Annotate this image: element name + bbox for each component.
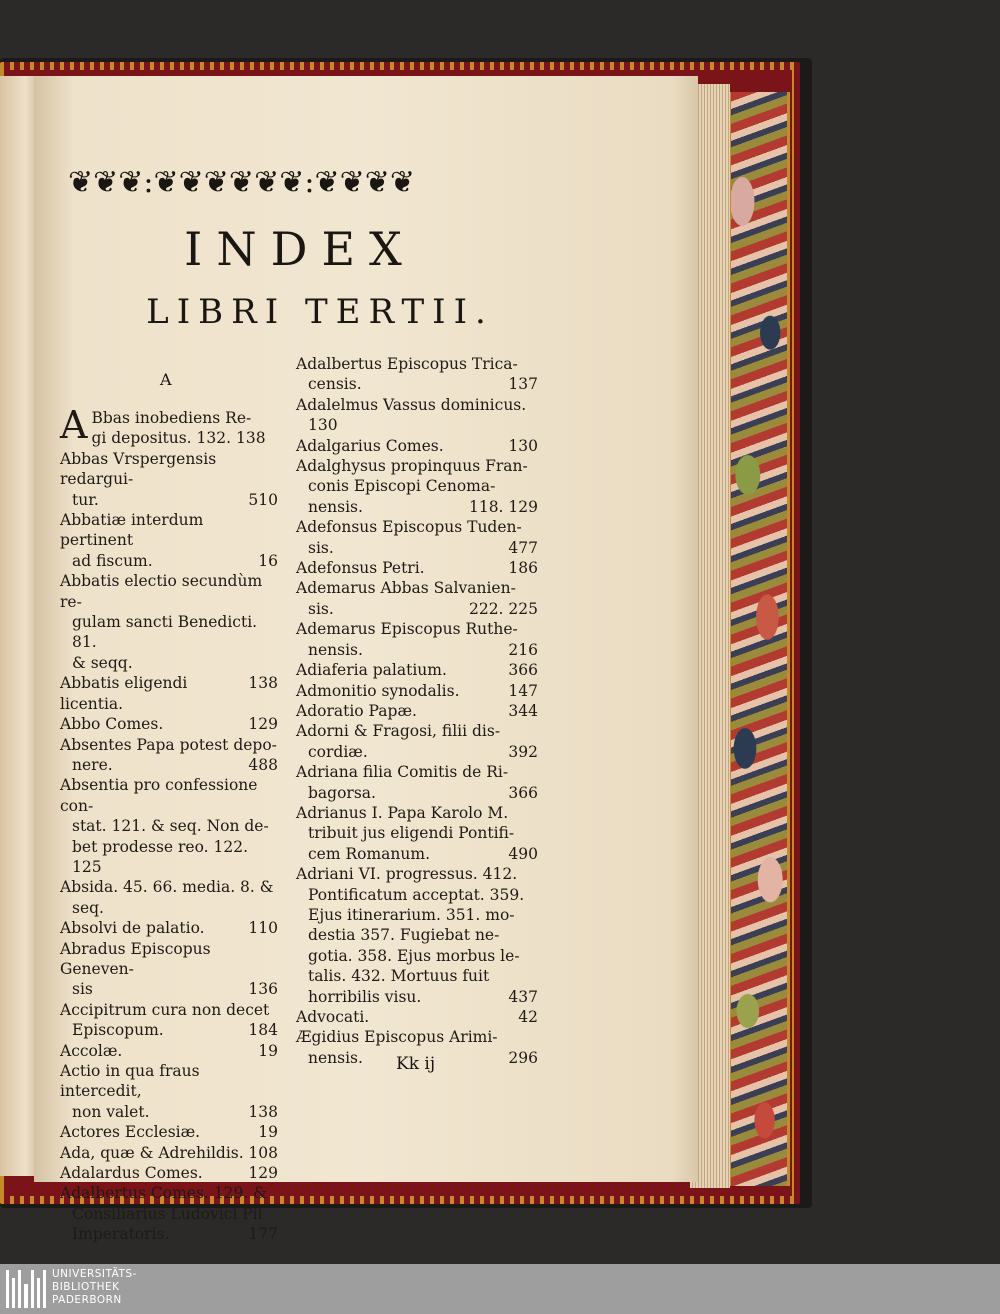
page-reference: 296 xyxy=(508,1048,538,1067)
entry-text: tur. xyxy=(72,490,99,509)
library-name xyxy=(52,1268,137,1307)
entry-text: Absida. 45. 66. media. 8. & xyxy=(60,878,274,897)
entry-text: bagorsa. xyxy=(308,783,376,802)
index-entry-line xyxy=(60,1020,278,1040)
index-entry-line xyxy=(296,354,538,374)
entry-text: Absolvi de palatio. xyxy=(60,919,205,938)
entry-text: nensis. xyxy=(308,497,363,516)
entry-text: Adriana filia Comitis de Ri- xyxy=(296,763,509,782)
index-entry-line xyxy=(296,436,538,456)
index-entry-line xyxy=(60,510,278,551)
page-reference: 16 xyxy=(258,551,278,570)
entry-text: censis. xyxy=(308,375,362,394)
entry-text: Ada, quæ & Adrehildis. xyxy=(60,1143,244,1162)
page-reference: 488 xyxy=(248,755,278,774)
index-entry-line xyxy=(60,918,278,938)
index-entry-line xyxy=(296,374,538,394)
entry-text: sis. xyxy=(308,538,334,557)
entry-text: Abbatis eligendi licentia. xyxy=(60,674,188,713)
page-reference: 129 xyxy=(248,715,278,734)
page-reference: 147 xyxy=(508,681,538,700)
entry-text: seq. xyxy=(72,898,104,917)
page-reference: 186 xyxy=(508,559,538,578)
entry-text: ad fiscum. xyxy=(72,551,153,570)
entry-text: Admonitio synodalis. xyxy=(296,681,460,700)
index-entry-line xyxy=(296,395,538,415)
section-letter: A xyxy=(160,370,172,389)
entry-text: Adorni & Fragosi, filii dis- xyxy=(296,722,501,741)
entry-text: Adalbertus Comes. 129. & xyxy=(60,1184,268,1203)
index-entry-line xyxy=(60,837,278,878)
entry-text: nensis. xyxy=(308,1048,363,1067)
entry-text: nensis. xyxy=(308,640,363,659)
index-entry-line xyxy=(60,1122,278,1142)
index-entry-line xyxy=(296,681,538,701)
index-entry-line xyxy=(296,415,538,435)
entry-text: stat. 121. & seq. Non de- xyxy=(72,817,269,836)
index-entry-line xyxy=(60,939,278,980)
index-entry-line xyxy=(296,599,538,619)
page-reference: 138 xyxy=(248,1102,278,1121)
page-reference: 344 xyxy=(508,701,538,720)
index-column-left xyxy=(60,403,278,1245)
page-reference: 42 xyxy=(518,1008,538,1026)
index-entry-line xyxy=(60,735,278,755)
index-entry-line xyxy=(296,721,538,741)
index-entry-line xyxy=(60,490,278,510)
marbled-endpaper xyxy=(728,92,790,1186)
entry-text: tribuit jus eligendi Pontifi- xyxy=(308,824,515,843)
index-entry-line xyxy=(296,823,538,843)
index-entry-line xyxy=(296,660,538,680)
page-reference: 437 xyxy=(508,987,538,1006)
entry-text: nere. xyxy=(72,755,113,774)
index-entry-line xyxy=(296,783,538,803)
entry-text: Adoratio Papæ. xyxy=(296,701,417,720)
entry-text: Consiliarius Ludovici Pii xyxy=(72,1204,263,1223)
entry-text: Abradus Episcopus Geneven- xyxy=(60,939,211,978)
index-entry-line xyxy=(296,456,538,476)
entry-text: destia 357. Fugiebat ne- xyxy=(308,926,500,945)
index-entry-line xyxy=(60,877,278,897)
index-entry-line xyxy=(296,987,538,1007)
page-reference: 177 xyxy=(248,1225,278,1244)
entry-text: Ejus itinerarium. 351. mo- xyxy=(308,905,515,924)
page-subtitle: LIBRI TERTII. xyxy=(146,292,494,332)
entry-text: Adefonsus Episcopus Tuden- xyxy=(296,518,522,537)
index-entry-line xyxy=(296,640,538,660)
index-entry-line xyxy=(296,742,538,762)
entry-text: Episcopum. xyxy=(72,1021,164,1040)
index-entry-line xyxy=(60,1224,278,1244)
entry-text: non valet. xyxy=(72,1102,150,1121)
index-entry-line xyxy=(60,755,278,775)
index-entry-line xyxy=(60,1061,278,1102)
entry-text: conis Episcopi Cenoma- xyxy=(308,477,496,496)
index-entry-line xyxy=(60,428,278,448)
entry-text: Adalardus Comes. xyxy=(60,1164,203,1183)
entry-text: Accolæ. xyxy=(60,1041,123,1060)
entry-text: Adiaferia palatium. xyxy=(296,661,447,680)
page-reference: 19 xyxy=(258,1041,278,1060)
entry-text: Abbas Vrspergensis redargui- xyxy=(60,449,217,489)
index-entry-line xyxy=(60,1183,278,1203)
entry-text: cordiæ. xyxy=(308,742,368,761)
index-entry-line xyxy=(296,476,538,496)
page-reference: 477 xyxy=(508,538,538,557)
index-entry-line xyxy=(296,517,538,537)
index-entry-line xyxy=(296,1027,538,1047)
entry-text: Adalbertus Episcopus Trica- xyxy=(296,355,518,373)
index-entry-line xyxy=(296,905,538,925)
entry-text: sis. xyxy=(308,599,334,618)
index-entry-line xyxy=(60,775,278,816)
index-entry-line xyxy=(296,803,538,823)
index-entry-line xyxy=(296,885,538,905)
page-reference: 129 xyxy=(248,1164,278,1183)
entry-text: Accipitrum cura non decet xyxy=(60,1000,270,1019)
entry-text: talis. 432. Mortuus fuit xyxy=(308,967,490,986)
library-name-line1: UNIVERSITÄTS- xyxy=(52,1268,137,1280)
index-entry-line xyxy=(296,925,538,945)
entry-text: Abbatiæ interdum pertinent xyxy=(60,511,204,550)
index-entry-line xyxy=(60,673,278,714)
page-reference: 490 xyxy=(508,844,538,863)
index-entry-line xyxy=(296,701,538,721)
index-entry-line xyxy=(296,1007,538,1027)
page-reference: 138 xyxy=(248,674,278,693)
entry-text: Adrianus I. Papa Karolo M. xyxy=(296,803,509,822)
entry-text: Advocati. xyxy=(296,1008,370,1026)
page-reference: 110 xyxy=(248,919,278,938)
entry-text: gulam sancti Benedicti. 81. xyxy=(72,613,258,652)
page-reference: 136 xyxy=(248,980,278,999)
index-entry-line xyxy=(60,653,278,673)
entry-text: gotia. 358. Ejus morbus le- xyxy=(308,946,520,965)
entry-text: 130 xyxy=(308,416,338,435)
index-entry-line xyxy=(296,946,538,966)
page-reference: 118. 129 xyxy=(468,497,538,516)
index-entry-line xyxy=(60,1102,278,1122)
entry-text: bet prodesse reo. 122. 125 xyxy=(72,837,249,876)
index-entry-line xyxy=(296,578,538,598)
index-entry-line xyxy=(296,762,538,782)
library-name-line3: PADERBORN xyxy=(52,1294,122,1306)
page-reference: 392 xyxy=(508,742,538,761)
index-entry-line xyxy=(296,966,538,986)
library-name-line2: BIBLIOTHEK xyxy=(52,1281,120,1293)
page-reference: 216 xyxy=(508,640,538,659)
catchword: Kk ij xyxy=(396,1054,436,1074)
library-logo-icon xyxy=(6,1270,46,1308)
page-reference: 137 xyxy=(508,375,538,394)
page-reference: 19 xyxy=(258,1123,278,1142)
page-reference: 222. 225 xyxy=(468,599,538,618)
entry-text: Bbas inobediens Re- xyxy=(91,409,252,427)
page-reference: 184 xyxy=(248,1021,278,1040)
entry-text: Adefonsus Petri. xyxy=(296,559,425,578)
page-reference: 510 xyxy=(248,490,278,509)
index-entry-line xyxy=(60,1041,278,1061)
entry-text: Abbatis electio secundùm re- xyxy=(60,572,263,611)
index-entry-line xyxy=(296,619,538,639)
entry-text: Abbo Comes. xyxy=(60,715,164,734)
index-entry-line xyxy=(296,864,538,884)
library-footer xyxy=(0,1264,1000,1314)
entry-text: Actio in qua fraus intercedit, xyxy=(60,1062,200,1101)
entry-text: Actores Ecclesiæ. xyxy=(60,1123,201,1142)
entry-text: Adalelmus Vassus dominicus. xyxy=(296,395,527,414)
entry-text: horribilis visu. xyxy=(308,987,422,1006)
index-entry-line xyxy=(60,1000,278,1020)
page-reference: 130 xyxy=(508,436,538,455)
entry-text: Ademarus Abbas Salvanien- xyxy=(296,579,516,598)
entry-text: Absentia pro confessione con- xyxy=(60,776,258,815)
drop-cap: A xyxy=(60,403,88,447)
page-title: INDEX xyxy=(184,222,416,276)
index-entry-line xyxy=(296,844,538,864)
index-entry-line xyxy=(60,612,278,653)
page-reference: 366 xyxy=(508,661,538,680)
decorative-ornament-band: ❦❦❦:❦❦❦❦❦❦:❦❦❦❦ xyxy=(68,164,415,200)
page-reference: 108 xyxy=(248,1143,278,1162)
index-column-right xyxy=(296,354,538,1068)
index-entry-line xyxy=(60,1163,278,1183)
entry-text: Absentes Papa potest depo- xyxy=(60,735,277,754)
page-reference: 366 xyxy=(508,783,538,802)
entry-text: gi depositus. 132. 138 xyxy=(91,429,266,448)
entry-text: Adalgarius Comes. xyxy=(296,436,444,455)
entry-text: Adalghysus propinquus Fran- xyxy=(296,457,528,476)
index-entry-line xyxy=(296,558,538,578)
index-entry-line xyxy=(60,571,278,612)
index-entry-line xyxy=(60,1204,278,1224)
index-entry-line xyxy=(296,538,538,558)
entry-text: sis xyxy=(72,980,93,999)
entry-text: Imperatoris. xyxy=(72,1225,170,1244)
index-entry-line xyxy=(60,449,278,490)
index-entry-line xyxy=(60,551,278,571)
index-entry-line xyxy=(60,979,278,999)
entry-text: cem Romanum. xyxy=(308,844,431,863)
index-entry-line xyxy=(60,816,278,836)
index-entry-line xyxy=(296,497,538,517)
entry-text: Ademarus Episcopus Ruthe- xyxy=(296,620,518,639)
index-entry-line xyxy=(60,898,278,918)
entry-text: & seqq. xyxy=(72,653,133,672)
index-entry-line xyxy=(60,714,278,734)
entry-text: Ægidius Episcopus Arimi- xyxy=(296,1028,498,1047)
index-entry-line xyxy=(60,1143,278,1163)
entry-text: Adriani VI. progressus. 412. xyxy=(296,865,518,884)
entry-text: Pontificatum acceptat. 359. xyxy=(308,885,525,904)
